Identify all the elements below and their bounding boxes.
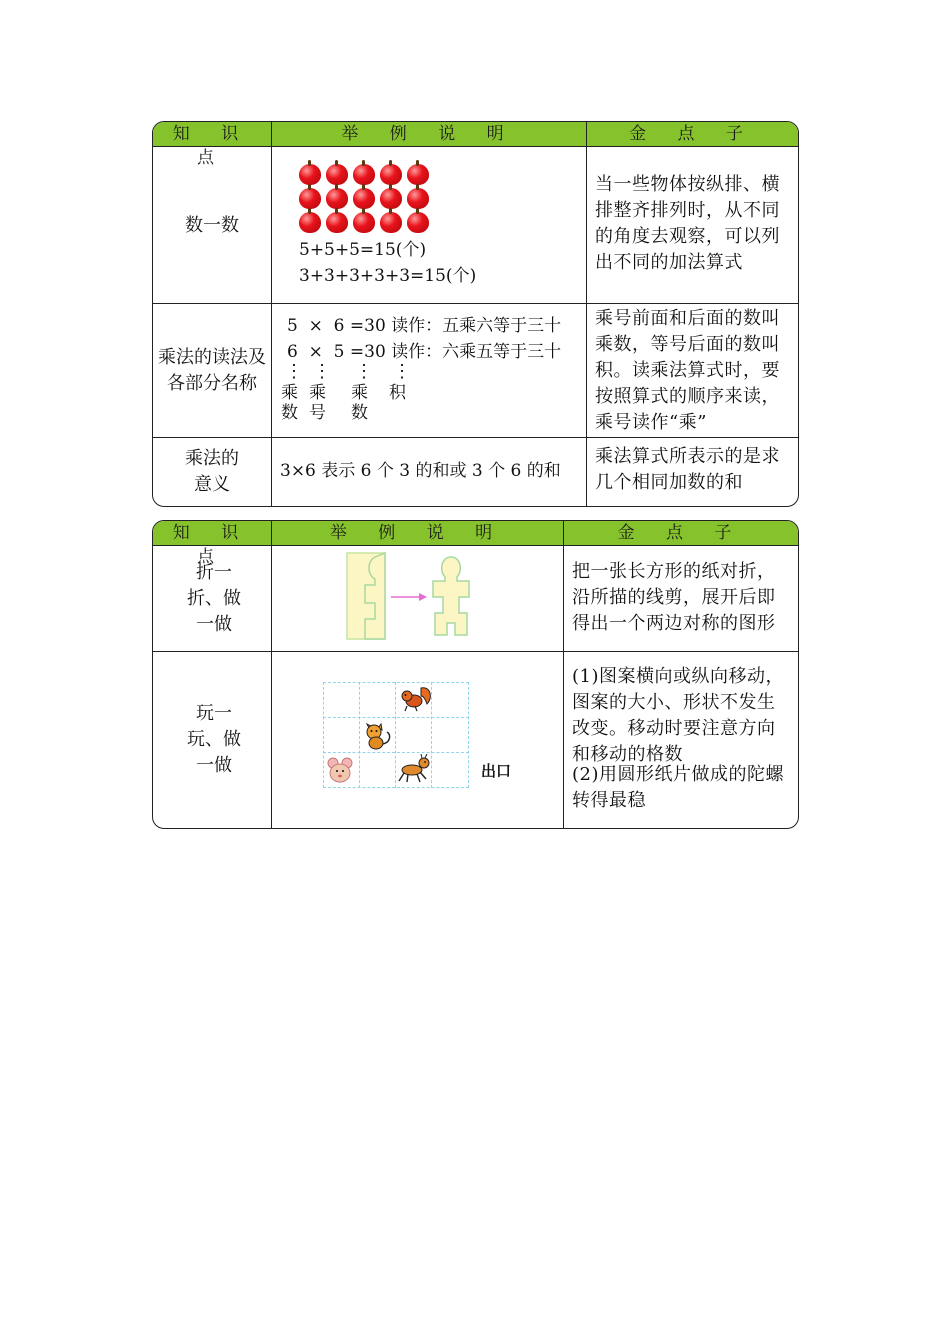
table-header (153, 521, 798, 567)
apple-grid (299, 164, 439, 236)
column-divider (271, 521, 272, 828)
apple-icon (326, 188, 348, 209)
multiplication-line-2: 6 × 5 =30 读作：六乘五等于三十 (287, 342, 562, 362)
tip-move-1: (1)图案横向或纵向移动，图案的大小、形状不发生改变。移动时要注意方向和移动的格数 (572, 666, 784, 765)
apple-icon (380, 188, 402, 209)
grid-line (468, 682, 469, 788)
knowledge-table-2 (152, 520, 799, 829)
label-factor: 乘数 (351, 383, 368, 423)
exit-label: 出口 (481, 762, 512, 780)
knowledge-table-1 (152, 121, 799, 507)
apple-icon (407, 212, 429, 233)
apple-icon (407, 188, 429, 209)
meaning-example: 3×6 表示 6 个 3 的和或 3 个 6 的和 (280, 461, 561, 481)
tip-meaning: 乘法算式所表示的是求几个相同加数的和 (595, 446, 780, 493)
row-title-fold: 折一折、做一做 (187, 562, 241, 635)
grid-line (323, 787, 469, 788)
column-divider (563, 521, 564, 828)
tip-move-2: (2)用圆形纸片做成的陀螺转得最稳 (572, 764, 784, 811)
row-title-reading: 乘法的读法及各部分名称 (158, 346, 266, 394)
tip-fold: 把一张长方形的纸对折，沿所描的线剪，展开后即得出一个两边对称的图形 (572, 561, 776, 634)
cat-icon (361, 718, 395, 752)
apple-icon (326, 212, 348, 233)
grid-line (323, 682, 324, 788)
apple-icon (380, 164, 402, 185)
header-example: 举 例 说 明 (329, 523, 506, 543)
apple-icon (299, 164, 321, 185)
header-tip: 金 点 子 (617, 523, 745, 543)
row-divider (153, 437, 798, 438)
equation-rows: 5+5+5=15(个) (299, 240, 427, 260)
dots-marker: ⋮ (285, 361, 303, 382)
header-tip: 金 点 子 (629, 124, 756, 144)
animal-grid (323, 682, 469, 788)
column-divider (271, 122, 272, 506)
apple-icon (326, 164, 348, 185)
deer-icon (395, 753, 433, 785)
row-title-meaning: 乘法的意义 (185, 448, 239, 495)
equation-columns: 3+3+3+3+3=15(个) (299, 266, 477, 286)
fold-cut-illustration (343, 551, 493, 643)
apple-icon (407, 164, 429, 185)
arrow-head-icon (419, 593, 427, 601)
squirrel-icon (399, 684, 433, 714)
dots-marker: ⋮ (313, 361, 331, 382)
apple-icon (353, 188, 375, 209)
tip-count: 当一些物体按纵排、横排整齐排列时，从不同的角度去观察，可以列出不同的加法算式 (595, 174, 780, 273)
apple-icon (299, 212, 321, 233)
header-example: 举 例 说 明 (341, 124, 517, 144)
table-header (153, 122, 798, 168)
mouse-icon (325, 755, 357, 785)
row-divider (153, 651, 798, 652)
label-factor: 乘数 (281, 383, 298, 423)
label-multiply-sign: 乘号 (309, 383, 326, 423)
row-title-count: 数一数 (185, 214, 239, 236)
row-title-play: 玩一玩、做一做 (187, 703, 241, 776)
dots-marker: ⋮ (393, 361, 411, 382)
apple-icon (299, 188, 321, 209)
apple-icon (380, 212, 402, 233)
grid-line (359, 682, 360, 788)
header-knowledge: 知 识 点 (172, 124, 252, 168)
apple-icon (353, 212, 375, 233)
label-product: 积 (389, 383, 406, 403)
dots-marker: ⋮ (355, 361, 373, 382)
header-knowledge: 知 识 点 (172, 523, 252, 567)
grid-line (323, 717, 469, 718)
symmetric-figure (433, 557, 469, 635)
multiplication-line-1: 5 × 6 =30 读作：五乘六等于三十 (287, 316, 562, 336)
grid-line (323, 682, 469, 683)
column-divider (586, 122, 587, 506)
apple-icon (353, 164, 375, 185)
tip-reading: 乘号前面和后面的数叫乘数，等号后面的数叫积。读乘法算式时，要按照算式的顺序来读，乘号读作“乘” (595, 308, 780, 433)
